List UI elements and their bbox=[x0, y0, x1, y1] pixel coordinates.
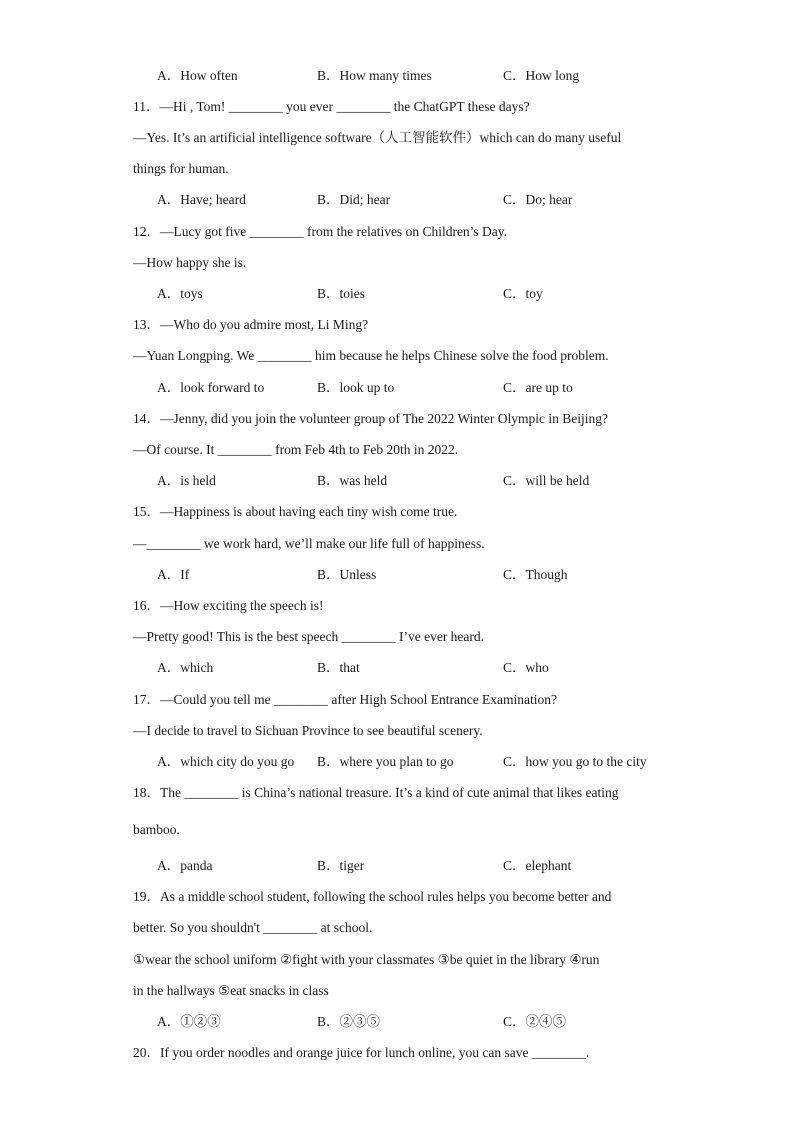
q19-stem-cont: better. So you shouldn't ________ at school. bbox=[133, 920, 373, 935]
q17-dialogue-line: —I decide to travel to Sichuan Province to see beautiful scenery. bbox=[133, 723, 483, 738]
q16-option-b: B．that bbox=[317, 660, 360, 675]
q16-option-c: C．who bbox=[503, 660, 549, 675]
q18-option-c: C．elephant bbox=[503, 858, 572, 873]
q16-dialogue-line: —Pretty good! This is the best speech ________ I’ve ever heard. bbox=[133, 629, 485, 644]
q13-option-c: C．are up to bbox=[503, 380, 573, 395]
q12-dialogue-line: —How happy she is. bbox=[133, 255, 247, 270]
q17-option-c: C．how you go to the city bbox=[503, 754, 647, 769]
q14-option-a: A．is held bbox=[157, 473, 216, 488]
q17-option-b: B．where you plan to go bbox=[317, 754, 454, 769]
q17-option-a: A．which city do you go bbox=[157, 754, 295, 769]
q18-option-b: B．tiger bbox=[317, 858, 365, 873]
q10-option-c: C．How long bbox=[503, 68, 580, 83]
q12-stem: 12．—Lucy got five ________ from the relatives on Children’s Day. bbox=[133, 224, 508, 239]
q14-option-b: B．was held bbox=[317, 473, 388, 488]
q15-dialogue-line: —________ we work hard, we’ll make our life full of happiness. bbox=[133, 536, 485, 551]
q16-stem: 16．—How exciting the speech is! bbox=[133, 598, 324, 613]
q19-choices-line: ①wear the school uniform ②fight with your classmates ③be quiet in the library ④run bbox=[133, 952, 600, 967]
q19-choices-cont: in the hallways ⑤eat snacks in class bbox=[133, 983, 329, 998]
q10-option-a: A．How often bbox=[157, 68, 238, 83]
q19-option-a: A．①②③ bbox=[157, 1014, 221, 1029]
q10-option-b: B．How many times bbox=[317, 68, 432, 83]
q13-option-a: A．look forward to bbox=[157, 380, 265, 395]
q13-dialogue-line: —Yuan Longping. We ________ him because he helps Chinese solve the food problem. bbox=[133, 348, 609, 363]
q19-option-c: C．②④⑤ bbox=[503, 1014, 567, 1029]
q14-option-c: C．will be held bbox=[503, 473, 590, 488]
q17-stem: 17．—Could you tell me ________ after High School Entrance Examination? bbox=[133, 692, 558, 707]
q11-stem: 11．—Hi , Tom! ________ you ever ________ the ChatGPT these days? bbox=[133, 99, 530, 114]
q15-option-a: A．If bbox=[157, 567, 190, 582]
q12-option-a: A．toys bbox=[157, 286, 203, 301]
q15-stem: 15．—Happiness is about having each tiny wish come true. bbox=[133, 504, 458, 519]
q18-stem: 18．The ________ is China’s national treasure. It’s a kind of cute animal that likes eating bbox=[133, 785, 619, 800]
q20-stem: 20．If you order noodles and orange juice for lunch online, you can save ________. bbox=[133, 1045, 590, 1060]
q14-dialogue-line: —Of course. It ________ from Feb 4th to Feb 20th in 2022. bbox=[133, 442, 459, 457]
q15-option-b: B．Unless bbox=[317, 567, 377, 582]
q18-option-a: A．panda bbox=[157, 858, 213, 873]
q11-option-a: A．Have; heard bbox=[157, 192, 246, 207]
q15-option-c: C．Though bbox=[503, 567, 568, 582]
q13-option-b: B．look up to bbox=[317, 380, 395, 395]
q14-stem: 14．—Jenny, did you join the volunteer group of The 2022 Winter Olympic in Beijing? bbox=[133, 411, 609, 426]
q19-option-b: B．②③⑤ bbox=[317, 1014, 381, 1029]
q11-option-c: C．Do; hear bbox=[503, 192, 573, 207]
q11-option-b: B．Did; hear bbox=[317, 192, 391, 207]
q18-stem-cont: bamboo. bbox=[133, 822, 180, 837]
q19-stem: 19．As a middle school student, following the school rules helps you become better and bbox=[133, 889, 612, 904]
q13-stem: 13．—Who do you admire most, Li Ming? bbox=[133, 317, 369, 332]
q12-option-b: B．toies bbox=[317, 286, 366, 301]
q11-dialogue-line: —Yes. It’s an artificial intelligence software（人工智能软件）which can do many useful bbox=[133, 130, 622, 145]
q16-option-a: A．which bbox=[157, 660, 214, 675]
q11-dialogue-cont: things for human. bbox=[133, 161, 229, 176]
q12-option-c: C．toy bbox=[503, 286, 543, 301]
